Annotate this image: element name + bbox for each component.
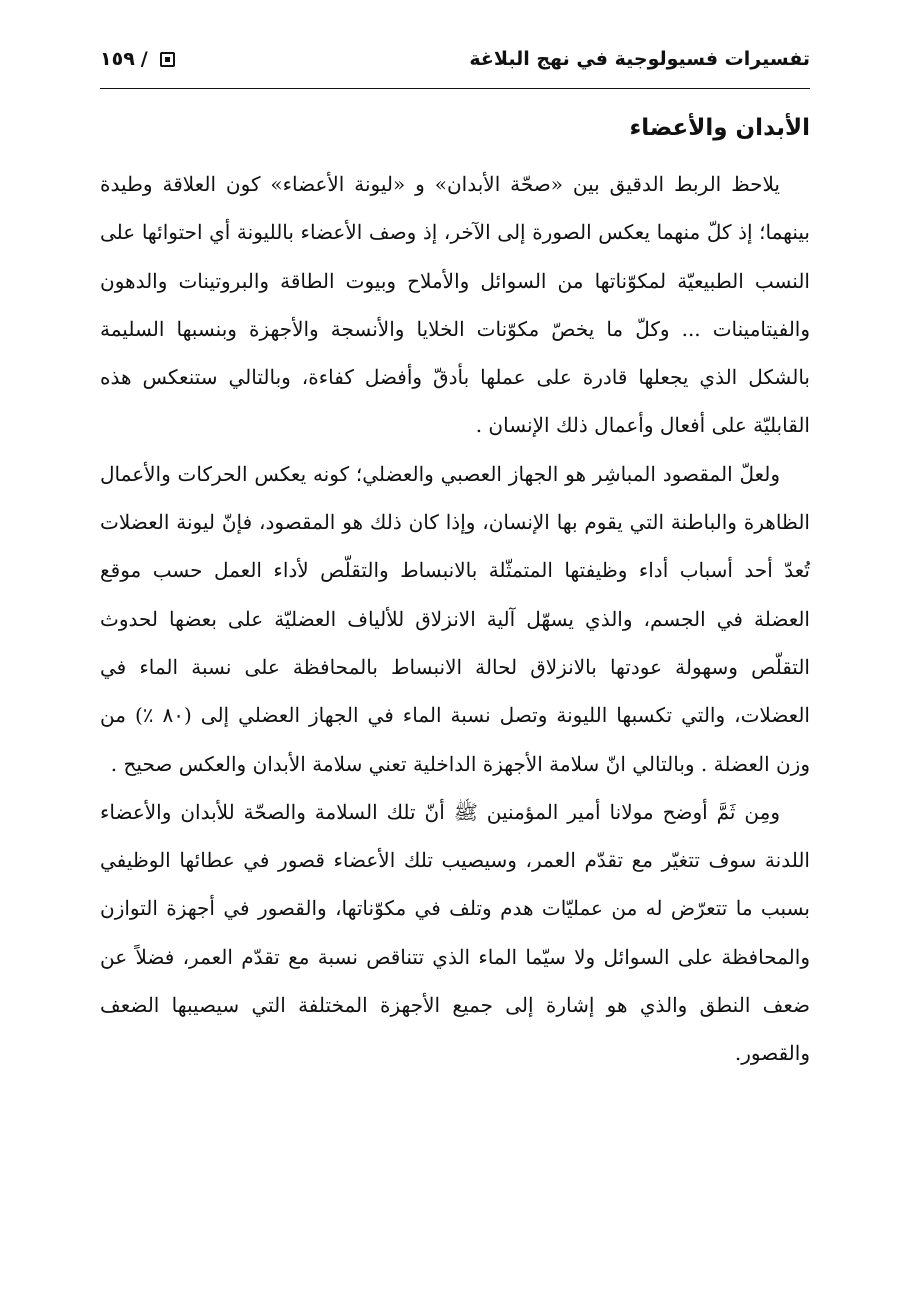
header-divider (100, 88, 810, 89)
running-header (100, 42, 810, 82)
section-heading: الأبدان والأعضاء (629, 115, 810, 141)
paragraph-1: يلاحظ الربط الدقيق بين «صحّة الأبدان» و «ليونة الأعضاء» كون العلاقة وطيدة بينهما؛ إذ كلّ منهما يعكس الصورة إلى الآخر، إذ وصف الأعضاء بالليونة أي احتوائها على النسب الطبيعيّة لمكوّناتها من السوائل والأملاح وبيوت الطاقة والبروتينات والدهون والفيتامينات ... وكلّ ما يخصّ مكوّنات الخلايا والأنسجة والأجهزة وبنسبها السليمة بالشكل الذي يجعلها قادرة على عملها بأدقّ وأفضل كفاءة، وبالتالي ستنعكس هذه القابليّة على أفعال وأعمال ذلك الإنسان . (100, 172, 810, 438)
running-title: تفسيرات فسيولوجية في نهج البلاغة (469, 48, 810, 70)
paragraph-2: ولعلّ المقصود المباشِر هو الجهاز العصبي والعضلي؛ كونه يعكس الحركات والأعمال الظاهرة والباطنة التي يقوم بها الإنسان، وإذا كان ذلك هو المقصود، فإنّ ليونة العضلات تُعدّ أحد أسباب أداء وظيفتها المتمثّلة بالانبساط والتقلّص لأداء العمل حسب موقع العضلة في الجسم، والذي يسهّل آلية الانزلاق للألياف العضليّة على بعضها لحدوث التقلّص وسهولة عودتها بالانزلاق لحالة الانبساط بالمحافظة على نسبة الماء في العضلات، والتي تكسبها الليونة وتصل نسبة الماء في الجهاز العضلي إلى (٨٠ ٪) من وزن العضلة . وبالتالي انّ سلامة الأجهزة الداخلية تعني سلامة الأبدان والعكس صحيح . (100, 461, 810, 776)
page-number-group (100, 48, 175, 70)
paragraph-3: ومِن ثَمَّ أوضح مولانا أمير المؤمنين ﷺ أنّ تلك السلامة والصحّة للأبدان والأعضاء اللدنة سوف تتغيّر مع تقدّم العمر، وسيصيب تلك الأعضاء قصور في عطائها الوظيفي بسبب ما تتعرّض له من عمليّات هدم وتلف في مكوّناتها، والقصور في أجهزة التوازن والمحافظة على السوائل ولا سيّما الماء الذي تتناقص نسبة مع تقدّم العمر، فضلاً عن ضعف النطق والذي هو إشارة إلى جميع الأجهزة المختلفة التي سيصيبها الضعف والقصور. (100, 799, 810, 1066)
square-ornament-icon (160, 52, 175, 67)
page-number: ١٥٩ (100, 48, 135, 70)
body-text (100, 160, 810, 1078)
page-number-separator: / (140, 48, 148, 70)
